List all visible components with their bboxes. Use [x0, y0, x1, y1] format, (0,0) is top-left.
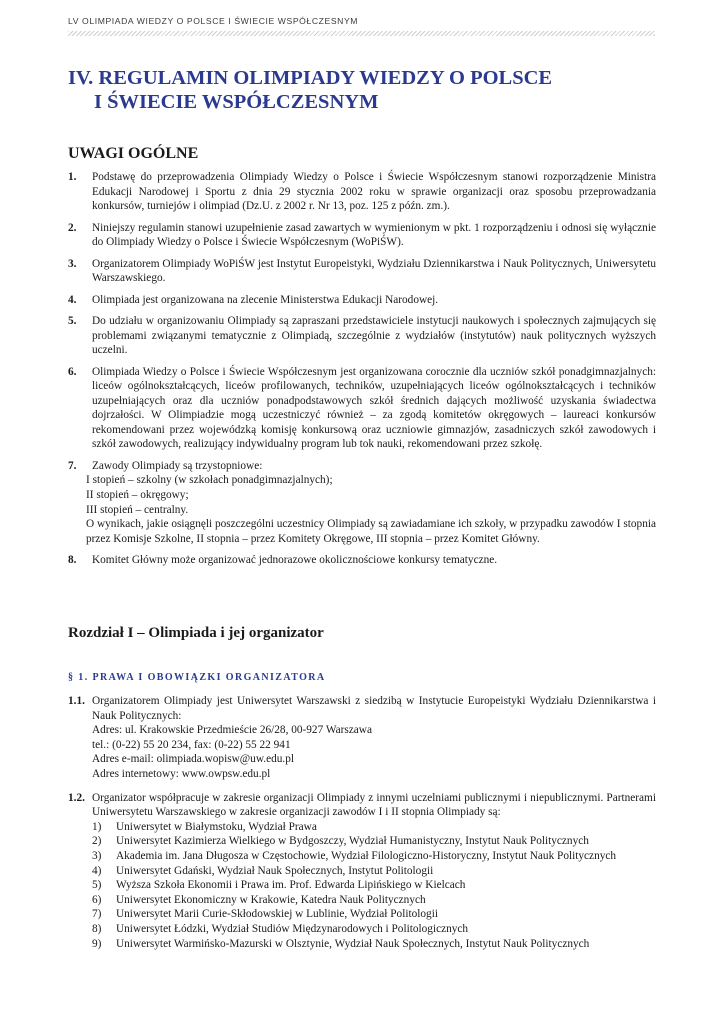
uwagi-item-7: [68, 459, 656, 547]
item-text: Zawody Olimpiady są trzystopniowe:: [92, 459, 263, 472]
item-number: 8.: [68, 554, 77, 567]
item-text: Organizatorem Olimpiady WoPiŚW jest Instytut Europeistyki, Wydziału Dziennikarstwa i Nauk Politycznych, Uniwersytetu Warszawskiego.: [92, 257, 656, 285]
item-text: Do udziału w organizowaniu Olimpiady są zapraszani przedstawiciele instytucji naukowych i społecznych zajmujących się problemami związanymi tematycznie z Olimpiadą, szczególnie z wydziałów (instytutów) nauk politycznych wyższych uczelni.: [92, 314, 656, 357]
partner-item: 8) Uniwersytet Łódzki, Wydział Studiów Międzynarodowych i Politologicznych: [92, 922, 469, 935]
partner-item: 3) Akademia im. Jana Długosza w Częstochowie, Wydział Filologiczno-Historyczny, Instytut Nauk Politycznych: [92, 849, 617, 862]
item-number: 4.: [68, 293, 77, 306]
item-number: 2.: [68, 221, 77, 234]
stage-line-1: I stopień – szkolny (w szkołach ponadgimnazjalnych);: [86, 474, 333, 487]
page-title: [68, 66, 552, 114]
header-rule: [68, 31, 655, 36]
partner-item: 2) Uniwersytet Kazimierza Wielkiego w Bydgoszczy, Wydział Humanistyczny, Instytut Nauk Politycznych: [92, 835, 589, 848]
stage-line-2: II stopień – okręgowy;: [86, 489, 189, 502]
item-number: 3.: [68, 257, 77, 270]
website-line: Adres internetowy: www.owpsw.edu.pl: [92, 767, 271, 780]
title-line-2: I ŚWIECIE WSPÓŁCZESNYM: [94, 91, 379, 113]
item-number: 5.: [68, 314, 77, 327]
point-number: 1.1.: [68, 695, 85, 707]
section-heading-uwagi: UWAGI OGÓLNE: [68, 145, 199, 162]
results-note: O wynikach, jakie osiągnęli poszczególni uczestnicy Olimpiady są zawiadamiane ich szkoły, w przypadku zawodów I stopnia przez Komisje Szkolne, II stopnia – przez Komitety Okręgowe, III stopnia – przez Komitet Główny.: [86, 518, 656, 545]
item-text: Podstawę do przeprowadzenia Olimpiady Wiedzy o Polsce i Świecie Współczesnym stanowi rozporządzenie Ministra Edukacji Narodowej i Sportu z dnia 29 stycznia 2002 roku w sprawie organizacji oraz sposobu przeprowadzania konkursów, turniejów i olimpiad (Dz.U. z 2002 r. Nr 13, poz. 125 z późn. zm.).: [92, 171, 656, 213]
uwagi-item-3: [68, 257, 656, 286]
partner-item: 5) Wyższa Szkoła Ekonomii i Prawa im. Prof. Edwarda Lipińskiego w Kielcach: [92, 879, 466, 892]
paragraph-heading: § 1. PRAWA I OBOWIĄZKI ORGANIZATORA: [68, 672, 326, 683]
uwagi-list: [68, 170, 656, 575]
point-1-2: [68, 791, 656, 952]
partner-item: 9) Uniwersytet Warmińsko-Mazurski w Olsztynie, Wydział Nauk Społecznych, Instytut Nauk Politycznych: [92, 937, 590, 950]
uwagi-item-4: [68, 293, 656, 308]
uwagi-item-1: [68, 170, 656, 214]
phone-line: tel.: (0-22) 55 20 234, fax: (0-22) 55 22 941: [92, 738, 291, 751]
point-text: Organizator współpracuje w zakresie organizacji Olimpiady z innymi uczelniami publicznymi i niepublicznymi. Partnerami Uniwersytetu Warszawskiego w zakresie organizacji zawodów I i II stopnia Olimpiady są:: [92, 791, 656, 819]
item-text: Olimpiada Wiedzy o Polsce i Świecie Współczesnym jest organizowana corocznie dla uczniów szkół ponadgimnazjalnych: liceów ogólnokształcących, liceów profilowanych, techników, uzupełniających liceów ogólnokształcących i techników uzupełniających oraz dla uczniów ponadpodstawowych szkół średnich dających możliwość uzyskania świadectwa dojrzałości. W Olimpiadzie mogą uczestniczyć również – za zgodą komitetów okręgowych – laureaci konkursów rekomendowani przez wojewódzką komisję konkursową oraz uczniowie gimnazjów, zasadniczych szkół zawodowych i szkół zawodowych, realizujący indywidualny program lub tok nauki, rekomendowani przez szkołę.: [92, 365, 656, 451]
title-line-1: IV. REGULAMIN OLIMPIADY WIEDZY O POLSCE: [68, 67, 553, 89]
item-text: Niniejszy regulamin stanowi uzupełnienie zasad zawartych w wymienionym w pkt. 1 rozporządzeniu i odnosi się wyłącznie do Olimpiady Wiedzy o Polsce i Świecie Współczesnym (WoPiŚW).: [92, 221, 656, 249]
item-text: Olimpiada jest organizowana na zlecenie Ministerstwa Edukacji Narodowej.: [92, 293, 439, 306]
point-1-1: [68, 694, 656, 782]
uwagi-item-5: [68, 314, 656, 358]
item-number: 6.: [68, 365, 77, 378]
item-text: Komitet Główny może organizować jednorazowe okolicznościowe konkursy tematyczne.: [92, 554, 498, 567]
partner-item: 7) Uniwersytet Marii Curie-Skłodowskiej w Lublinie, Wydział Politologii: [92, 908, 438, 921]
point-text: Organizatorem Olimpiady jest Uniwersytet Warszawski z siedzibą w Instytucie Europeistyki Wydziału Dziennikarstwa i Nauk Politycznych:: [92, 695, 656, 722]
uwagi-item-6: [68, 365, 656, 453]
item-number: 7.: [68, 459, 77, 472]
address-line: Adres: ul. Krakowskie Przedmieście 26/28, 00-927 Warszawa: [92, 724, 372, 737]
uwagi-item-8: [68, 553, 656, 568]
stage-line-3: III stopień – centralny.: [86, 503, 189, 516]
organizer-list: [68, 694, 656, 960]
point-number: 1.2.: [68, 791, 85, 804]
running-head: LV OLIMPIADA WIEDZY O POLSCE I ŚWIECIE WSPÓŁCZESNYM: [68, 16, 359, 26]
email-line: Adres e-mail: olimpiada.wopisw@uw.edu.pl: [92, 753, 294, 766]
item-number: 1.: [68, 171, 77, 183]
partner-item: 6) Uniwersytet Ekonomiczny w Krakowie, Katedra Nauk Politycznych: [92, 893, 426, 906]
chapter-heading: Rozdział I – Olimpiada i jej organizator: [68, 625, 324, 641]
uwagi-item-2: [68, 221, 656, 250]
partner-item: 4) Uniwersytet Gdański, Wydział Nauk Społecznych, Instytut Politologii: [92, 864, 434, 877]
partner-item: 1) Uniwersytet w Białymstoku, Wydział Prawa: [92, 820, 317, 833]
